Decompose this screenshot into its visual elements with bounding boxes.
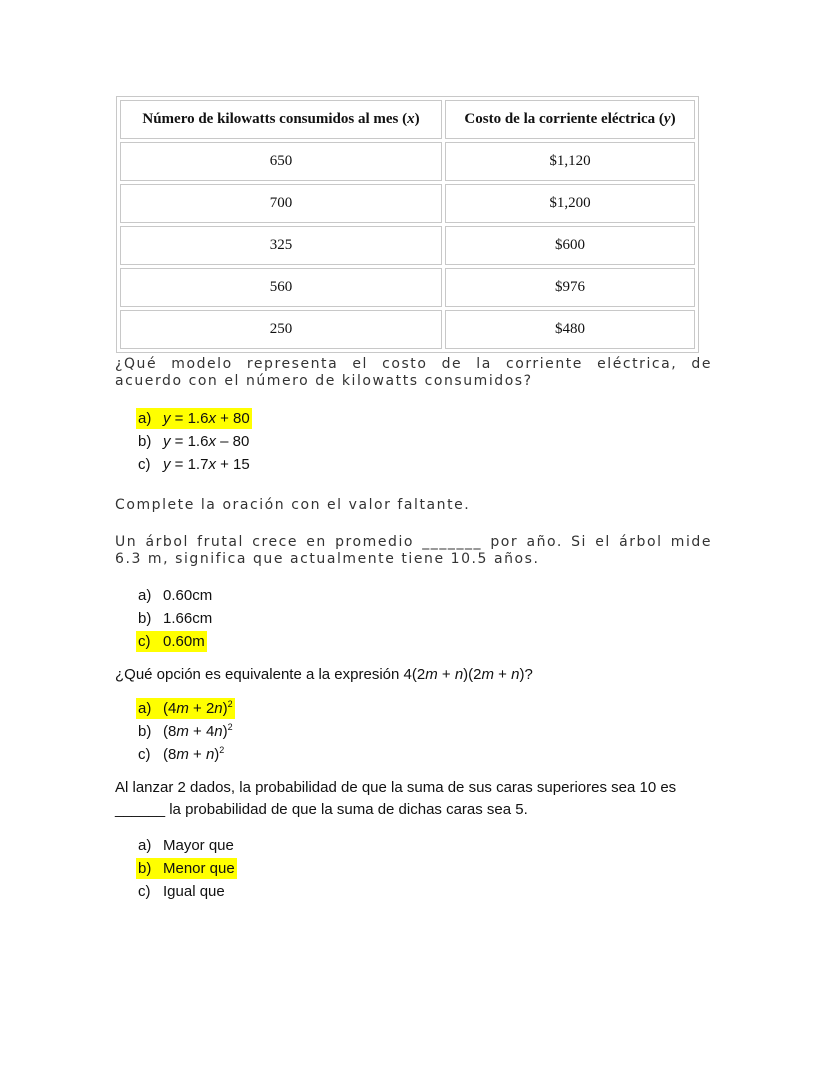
cell-cost: $480 xyxy=(445,310,695,349)
cell-cost: $1,120 xyxy=(445,142,695,181)
header-cost: Costo de la corriente eléctrica (y) xyxy=(445,100,695,139)
option-letter: b) xyxy=(138,433,152,450)
option-letter: a) xyxy=(138,587,152,604)
cell-kilowatts: 325 xyxy=(120,226,442,265)
q1-option-a[interactable] xyxy=(136,407,252,430)
q4-prompt: Al lanzar 2 dados, la probabilidad de que la suma de sus caras superiores sea 10 es ______ la probabilidad de que la suma de dichas caras sea 5. xyxy=(115,779,677,818)
option-letter: c) xyxy=(138,746,151,763)
option-letter: b) xyxy=(138,860,152,877)
q1-prompt: ¿Qué modelo representa el costo de la corriente eléctrica, de acuerdo con el número de kilowatts consumidos? xyxy=(115,356,712,389)
option-text: Menor que xyxy=(163,860,235,877)
q2-option-c[interactable] xyxy=(136,630,214,653)
q3-option-a[interactable] xyxy=(136,697,235,720)
option-text: 0.60m xyxy=(163,633,205,650)
q2-option-b[interactable] xyxy=(136,607,214,630)
q3-prompt xyxy=(115,664,715,686)
q3-option-c[interactable] xyxy=(136,743,235,766)
q2-prompt: Un árbol frutal crece en promedio _______ por año. Si el árbol mide 6.3 m, significa que actualmente tiene 10.5 años. xyxy=(115,534,712,567)
option-letter: a) xyxy=(138,410,152,427)
q3-prompt-text: ¿Qué opción es equivalente a la expresión 4(2m + n)(2m + n)? xyxy=(115,666,533,683)
cell-kilowatts: 650 xyxy=(120,142,442,181)
q4-option-a[interactable] xyxy=(136,834,237,857)
q2-options xyxy=(136,584,214,653)
option-letter: b) xyxy=(138,610,152,627)
header-kilowatts: Número de kilowatts consumidos al mes (x) xyxy=(120,100,442,139)
option-text: 0.60cm xyxy=(163,587,213,604)
cell-cost: $600 xyxy=(445,226,695,265)
cell-kilowatts: 700 xyxy=(120,184,442,223)
option-text: Mayor que xyxy=(163,837,234,854)
option-expression: $(8m + 4n)^2$ xyxy=(163,722,233,740)
option-letter: c) xyxy=(138,456,151,473)
q4-option-c[interactable] xyxy=(136,880,237,903)
q3-option-b[interactable] xyxy=(136,720,235,743)
q3-options xyxy=(136,697,235,766)
option-letter: a) xyxy=(138,837,152,854)
table-header-row xyxy=(120,100,695,139)
q1-options xyxy=(136,407,252,476)
option-letter: c) xyxy=(138,633,151,650)
option-text: 1.66cm xyxy=(163,610,213,627)
q2-option-a[interactable] xyxy=(136,584,214,607)
option-expression: $(4m + 2n)^2$ xyxy=(163,699,233,717)
q2-instruction: Complete la oración con el valor faltante. xyxy=(115,497,471,513)
cell-kilowatts: 560 xyxy=(120,268,442,307)
data-table-container xyxy=(116,96,699,353)
option-letter: b) xyxy=(138,723,152,740)
table-row xyxy=(120,226,695,265)
q1-option-c[interactable] xyxy=(136,453,252,476)
table-row xyxy=(120,142,695,181)
cell-kilowatts: 250 xyxy=(120,310,442,349)
option-letter: a) xyxy=(138,700,152,717)
kilowatt-cost-table xyxy=(116,96,699,353)
option-equation: y = 1.7x + 15 xyxy=(163,456,250,473)
q4-option-b[interactable] xyxy=(136,857,237,880)
table-row xyxy=(120,310,695,349)
cell-cost: $1,200 xyxy=(445,184,695,223)
q1-option-b[interactable] xyxy=(136,430,252,453)
table-row xyxy=(120,184,695,223)
q4-options xyxy=(136,834,237,903)
table-row xyxy=(120,268,695,307)
option-letter: c) xyxy=(138,883,151,900)
option-expression: $(8m + n)^2$ xyxy=(163,745,225,763)
option-equation: y = 1.6x + 80 xyxy=(163,410,250,427)
option-equation: y = 1.6x – 80 xyxy=(163,433,250,450)
option-text: Igual que xyxy=(163,883,225,900)
cell-cost: $976 xyxy=(445,268,695,307)
